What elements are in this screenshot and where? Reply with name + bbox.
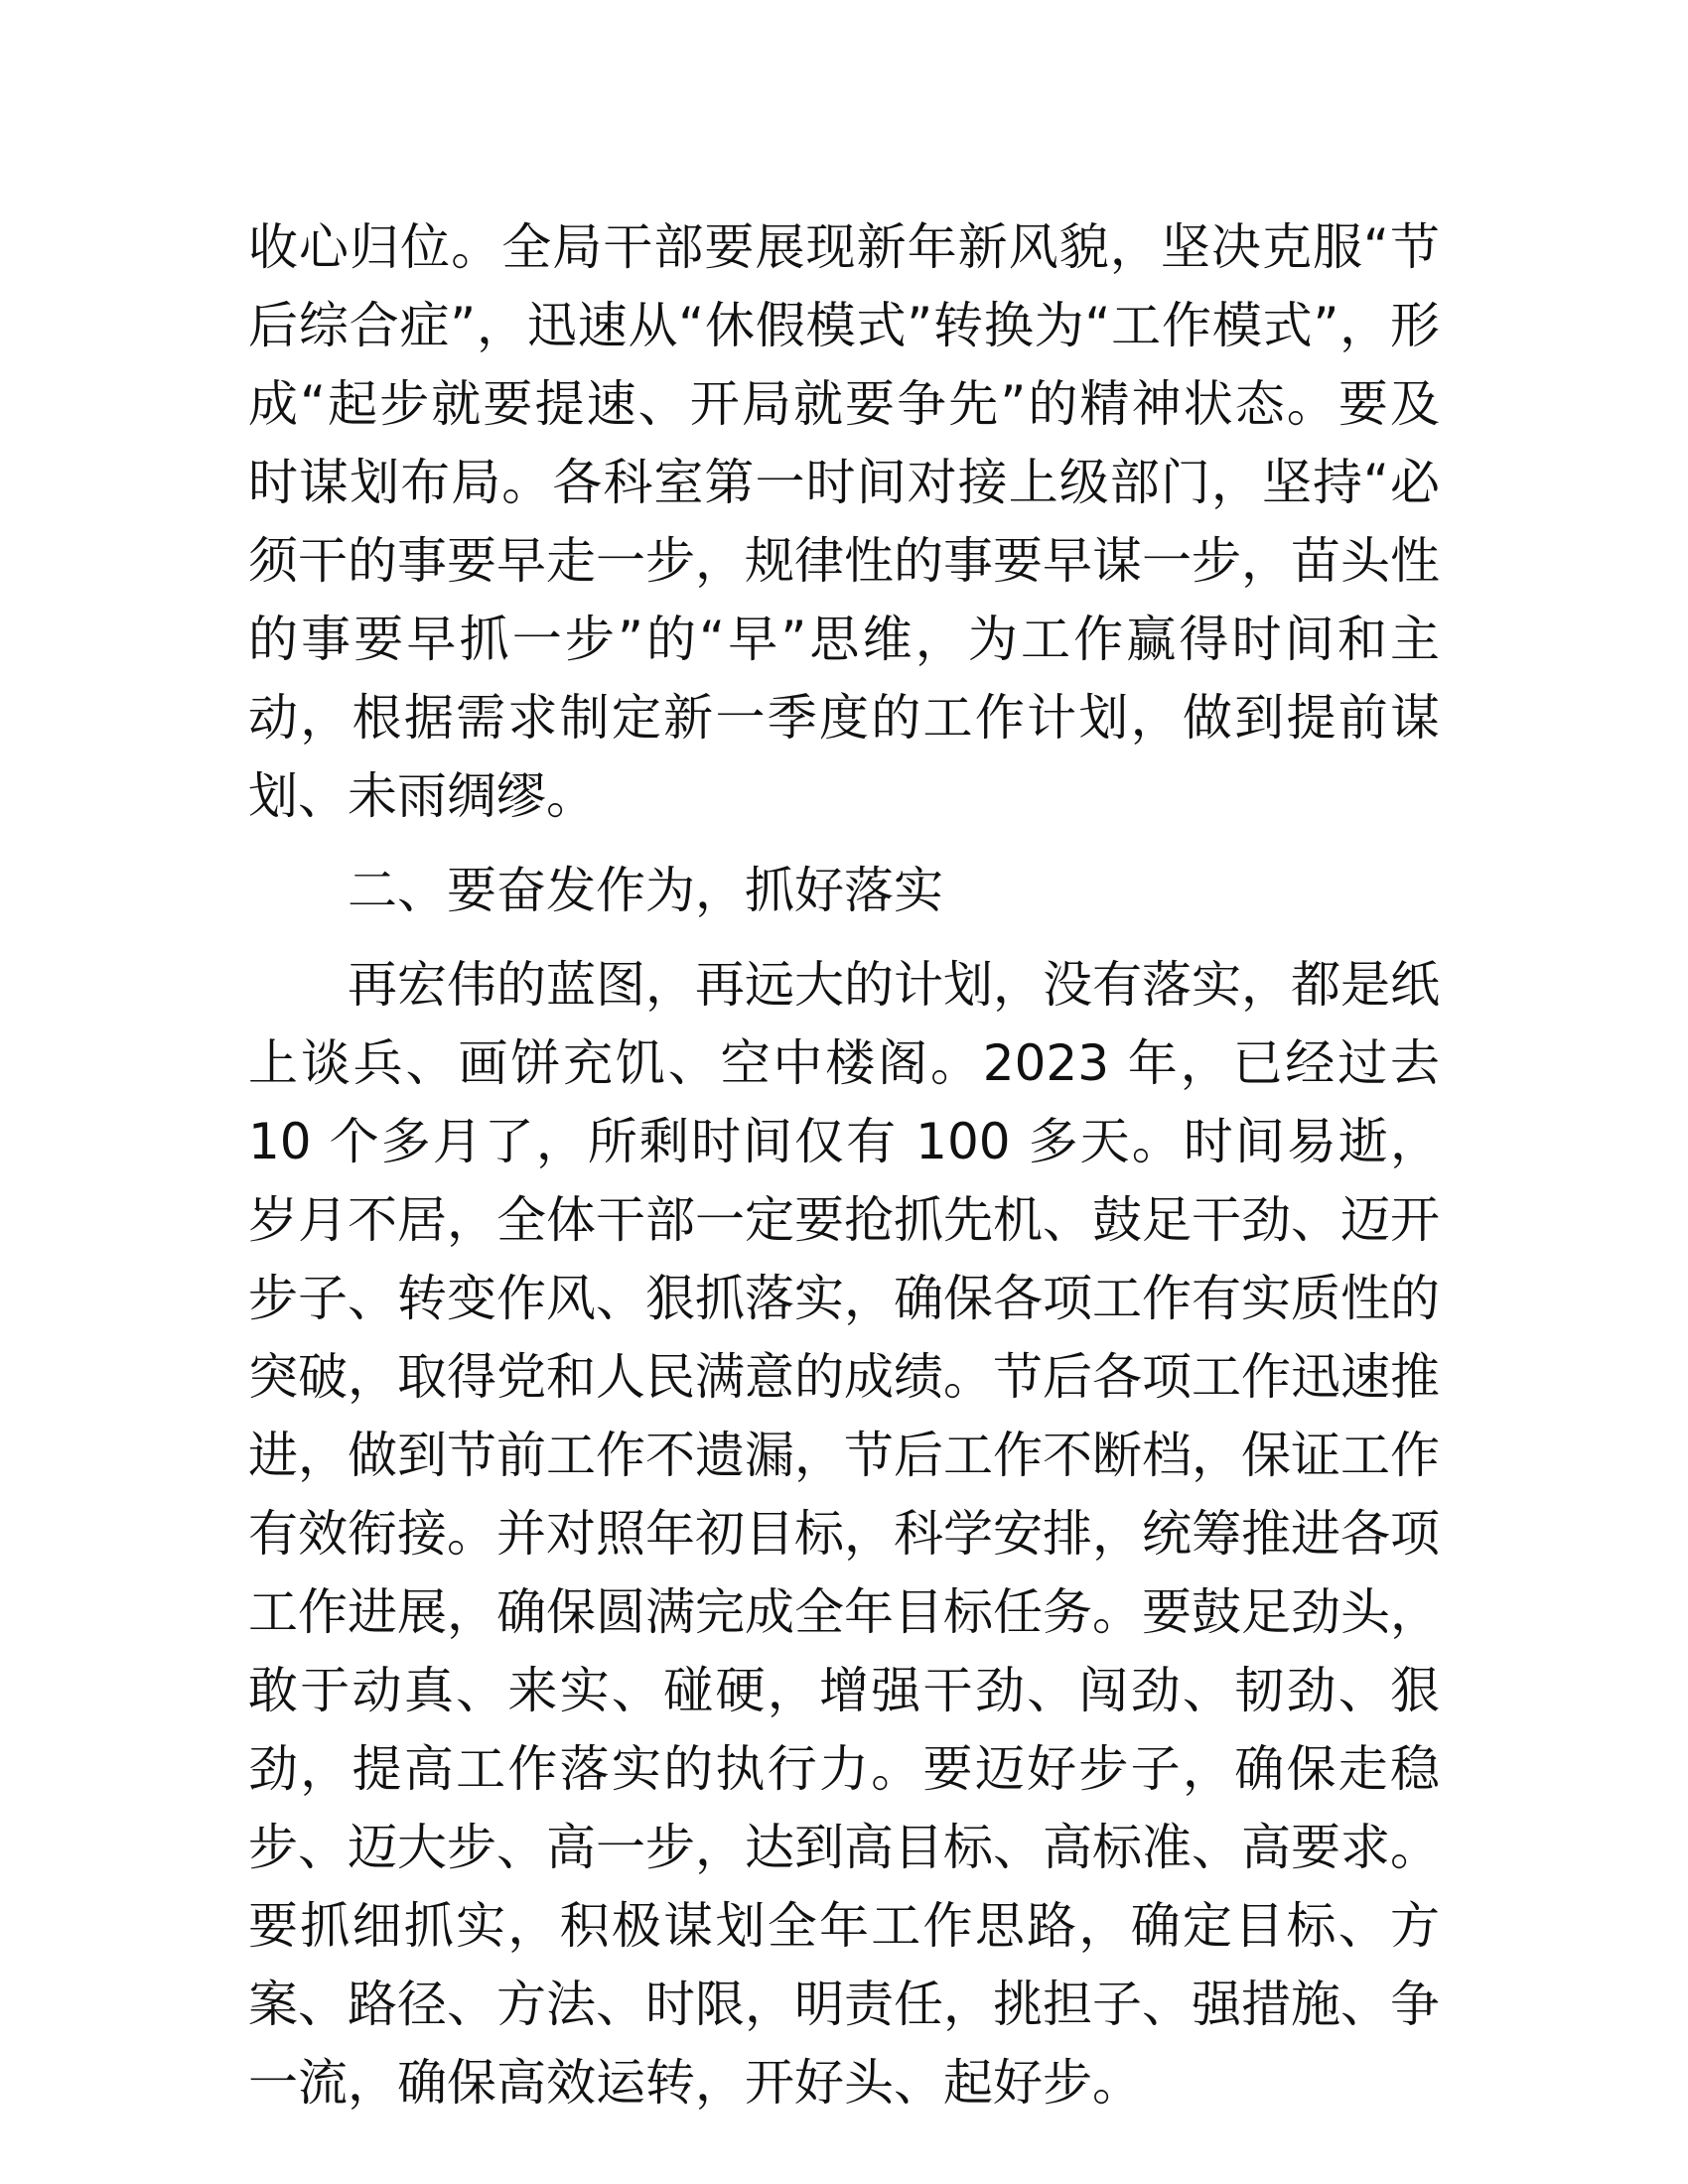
paragraph-continuation: 收心归位。全局干部要展现新年新风貌，坚决克服“节后综合症”，迅速从“休假模式”转换为“工作模式”，形成“起步就要提速、开局就要争先”的精神状态。要及时谋划布局。各科室第一时间对接上级部门，坚持“必须干的事要早走一步，规律性的事要早谋一步，苗头性的事要早抓一步”的“早”思维，为工作赢得时间和主动，根据需求制定新一季度的工作计划，做到提前谋划、未雨绸缪。 (248, 218, 1440, 825)
section-heading: 二、要奋发作为，抓好落实 (348, 862, 943, 919)
document-body (248, 208, 1440, 2122)
paragraph-body: 再宏伟的蓝图，再远大的计划，没有落实，都是纸上谈兵、画饼充饥、空中楼阁。2023 年，已经过去 10 个多月了，所剩时间仅有 100 多天。时间易逝，岁月不居，全体干部一定要抢抓先机、鼓足干劲、迈开步子、转变作风、狠抓落实，确保各项工作有实质性的突破，取得党和人民满意的成绩。节后各项工作迅速推进，做到节前工作不遗漏，节后工作不断档，保证工作有效衔接。并对照年初目标，科学安排，统筹推进各项工作进展，确保圆满完成全年目标任务。要鼓足劲头，敢于动真、来实、碰硬，增强干劲、闯劲、韧劲、狠劲，提高工作落实的执行力。要迈好步子，确保走稳步、迈大步、高一步，达到高目标、高标准、高要求。要抓细抓实，积极谋划全年工作思路，确定目标、方案、路径、方法、时限，明责任，挑担子、强措施、争一流，确保高效运转，开好头、起好步。 (248, 956, 1440, 2112)
